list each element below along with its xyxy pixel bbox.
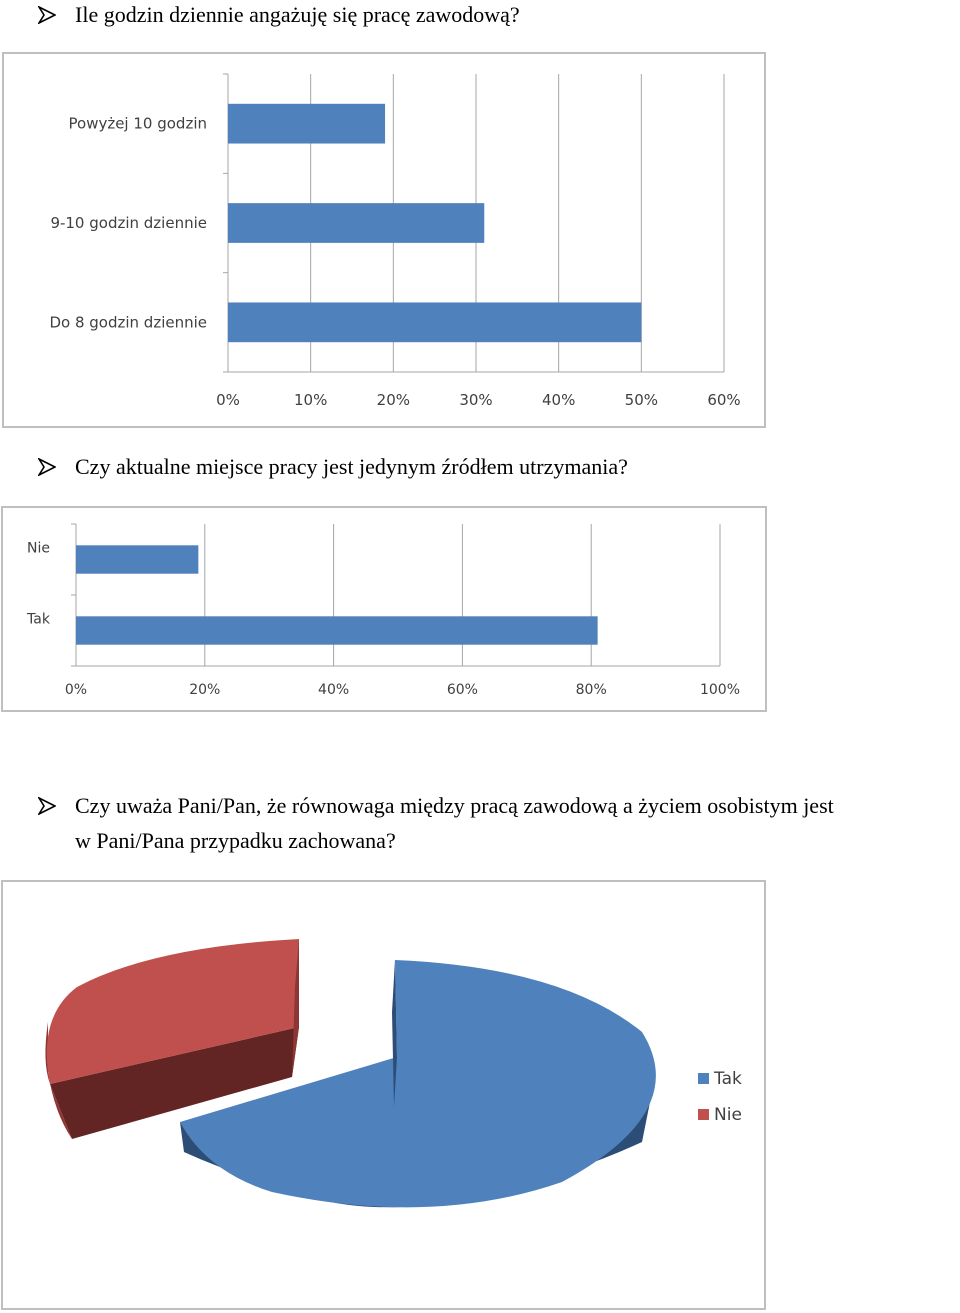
question-3-line1: Czy uważa Pani/Pan, że równowaga między pracą zawodową a życiem osobistym jest	[75, 793, 834, 818]
category-label: Nie	[27, 540, 50, 557]
x-tick-label: 60%	[707, 391, 741, 409]
x-tick-label: 0%	[216, 391, 240, 409]
legend-label-nie: Nie	[714, 1105, 742, 1125]
bar-powyżej-10-godzin	[228, 104, 385, 144]
category-label: Powyżej 10 godzin	[68, 114, 207, 133]
bar-nie	[76, 545, 198, 573]
legend-swatch-tak	[698, 1073, 709, 1084]
x-tick-label: 20%	[376, 391, 411, 409]
income-chart-frame	[1, 506, 767, 712]
x-tick-label: 100%	[699, 682, 741, 698]
category-label: 9-10 godzin dziennie	[50, 214, 207, 232]
bar-9-10-godzin-dziennie	[228, 203, 484, 243]
legend-swatch-nie	[698, 1109, 709, 1120]
x-tick-label: 40%	[318, 682, 350, 698]
question-2-text: Czy aktualne miejsce pracy jest jedynym źródłem utrzymania?	[75, 454, 628, 479]
arrow-bullet-icon	[38, 458, 56, 476]
x-tick-label: 40%	[541, 391, 576, 409]
x-tick-label: 60%	[446, 682, 478, 698]
income-bar-chart	[3, 508, 765, 710]
legend-label-tak: Tak	[714, 1069, 742, 1089]
arrow-bullet-icon	[38, 6, 56, 24]
bar-tak	[76, 616, 598, 644]
balance-pie-chart	[3, 882, 764, 1308]
x-tick-label: 10%	[293, 391, 328, 409]
question-3-line2: w Pani/Pana przypadku zachowana?	[75, 828, 396, 853]
bar-do-8-godzin-dziennie	[228, 302, 641, 342]
arrow-bullet-icon	[38, 797, 56, 815]
x-tick-label: 20%	[189, 682, 221, 698]
x-tick-label: 30%	[459, 391, 493, 409]
x-tick-label: 0%	[64, 682, 88, 698]
hours-chart-frame	[2, 52, 766, 428]
question-1-text: Ile godzin dziennie angażuję się pracę zawodową?	[75, 2, 520, 27]
x-tick-label: 50%	[624, 391, 659, 409]
hours-bar-chart	[4, 54, 764, 426]
balance-chart-frame	[1, 880, 766, 1310]
category-label: Do 8 godzin dziennie	[49, 313, 207, 332]
x-tick-label: 80%	[575, 682, 607, 698]
category-label: Tak	[27, 611, 50, 628]
